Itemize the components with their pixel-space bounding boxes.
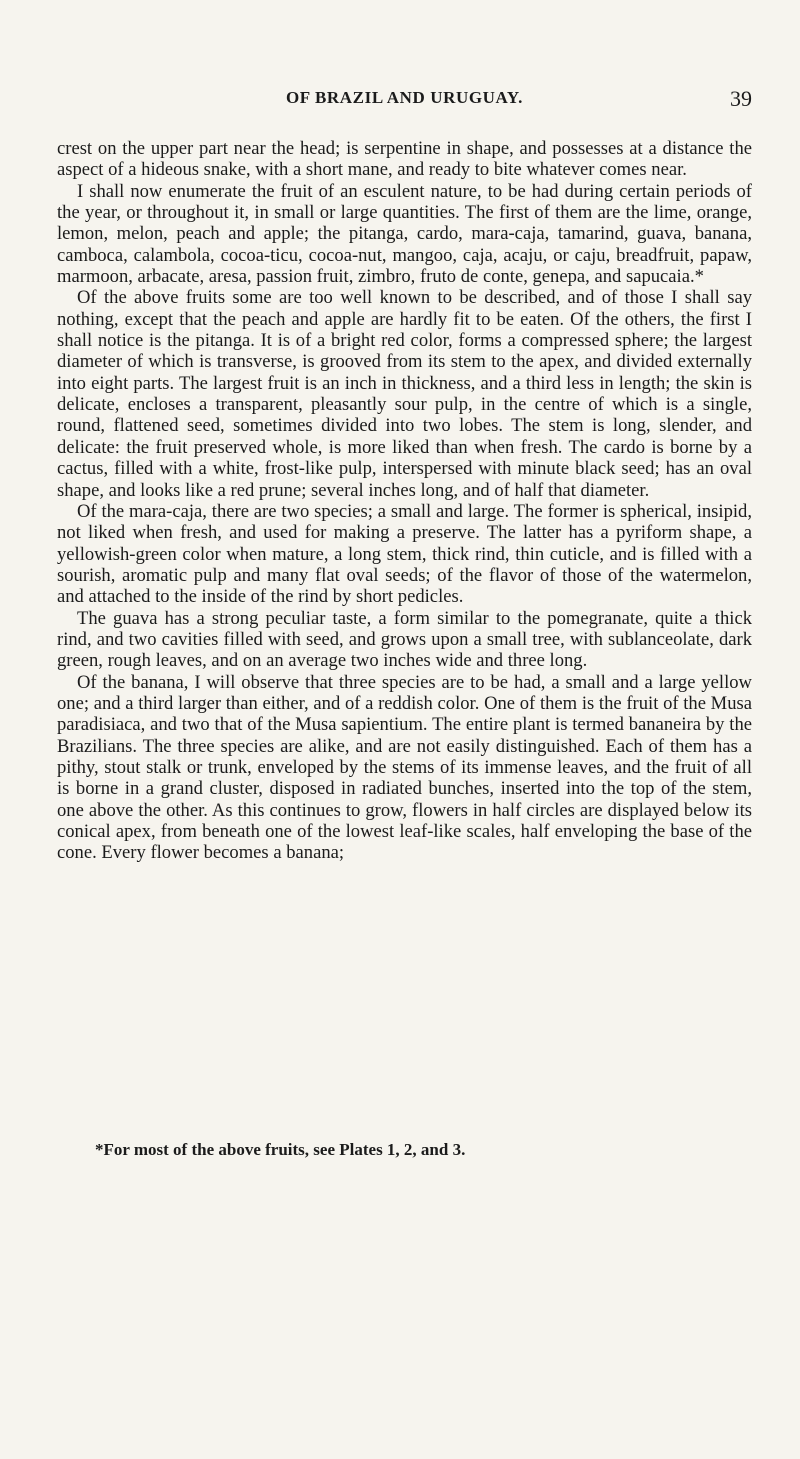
body-text: [57, 138, 752, 864]
paragraph: The guava has a strong peculiar taste, a form similar to the pomegranate, quite a thick rind, and two cavities filled with seed, and grows upon a small tree, with sublanceolate, dark green, rough leaves, and on an average two inches wide and three long.: [57, 607, 752, 672]
page-number: 39: [730, 86, 752, 111]
paragraph: crest on the upper part near the head; is serpentine in shape, and possesses at a distance the aspect of a hideous snake, with a short mane, and ready to bite whatever comes near.: [57, 138, 752, 181]
running-title: OF BRAZIL AND URUGUAY.: [285, 88, 524, 107]
paragraph: I shall now enumerate the fruit of an esculent nature, to be had during certain periods of the year, or throughout it, in small or large quantities. The first of them are the lime, orange, lemon, melon, peach and apple; the pitanga, cardo, mara-caja, tamarind, guava, banana, camboca, calambola, cocoa-ticu, cocoa-nut, mangoo, caja, acaju, or caju, breadfruit, papaw, marmoon, arbacate, aresa, passion fruit, zimbro, fruto de conte, genepa, and sapucaia.*: [57, 180, 752, 288]
paragraph: Of the above fruits some are too well known to be described, and of those I shall say nothing, except that the peach and apple are hardly fit to be eaten. Of the others, the first I shall notice is the pitanga. It is of a bright red color, forms a compressed sphere; the largest diameter of which is transverse, is grooved from its stem to the apex, and divided externally into eight parts. The largest fruit is an inch in thickness, and a third less in length; the skin is delicate, encloses a transparent, pleasantly sour pulp, in the centre of which is a single, round, flattened seed, sometimes divided into two lobes. The stem is long, slender, and delicate: the fruit preserved whole, is more liked than when fresh. The cardo is borne by a cactus, filled with a white, frost-like pulp, interspersed with minute black seed; has an oval shape, and looks like a red prune; several inches long, and of half that diameter.: [57, 287, 752, 501]
paragraph: Of the mara-caja, there are two species; a small and large. The former is spherical, insipid, not liked when fresh, and used for making a preserve. The latter has a pyriform shape, a yellowish-green color when mature, a long stem, thick rind, thin cuticle, and is filled with a sourish, aromatic pulp and many flat oval seeds; of the flavor of those of the watermelon, and attached to the inside of the rind by short pedicles.: [57, 500, 752, 608]
paragraph: Of the banana, I will observe that three species are to be had, a small and a large yellow one; and a third larger than either, and of a reddish color. One of them is the fruit of the Musa paradisiaca, and two that of the Musa sapientium. The entire plant is termed bananeira by the Brazilians. The three species are alike, and are not easily distinguished. Each of them has a pithy, stout stalk or trunk, enveloped by the stems of its immense leaves, and the fruit of all is borne in a grand cluster, disposed in radiated bunches, inserted into the top of the stem, one above the other. As this continues to grow, flowers in half circles are displayed below its conical apex, from beneath one of the lowest leaf-like scales, half enveloping the base of the cone. Every flower becomes a banana;: [57, 671, 752, 864]
page-header: [57, 86, 752, 116]
footnote: *For most of the above fruits, see Plates 1, 2, and 3.: [95, 1140, 466, 1159]
